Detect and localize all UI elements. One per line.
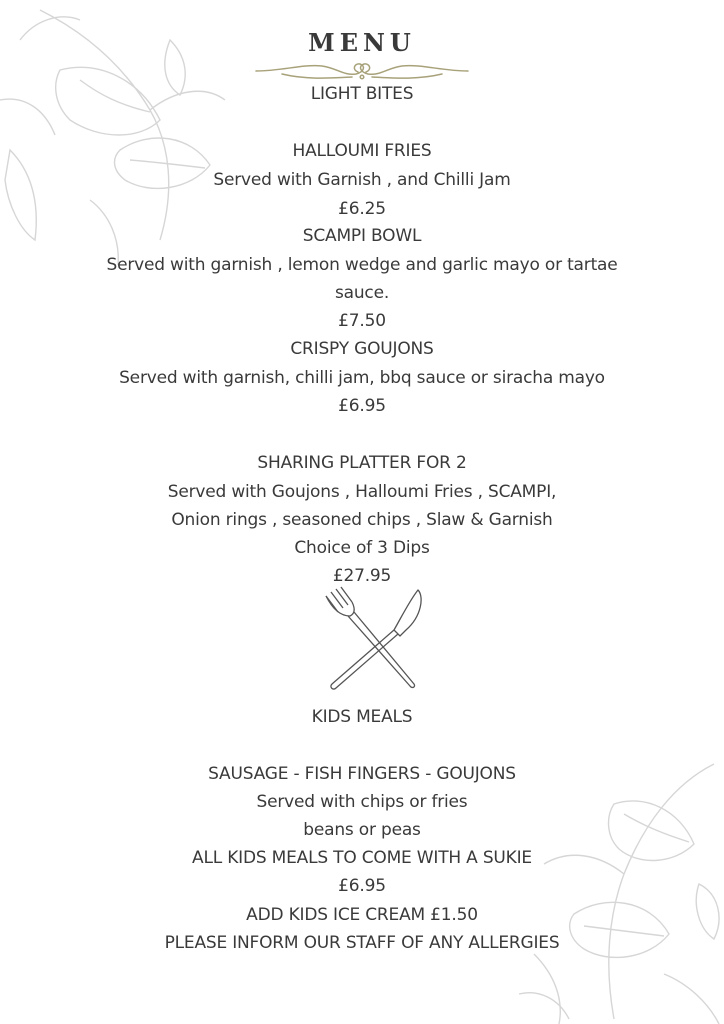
item-price: £7.50 — [338, 311, 386, 331]
section-heading-kids-meals: KIDS MEALS — [311, 707, 413, 727]
item-description: sauce. — [334, 283, 390, 303]
item-description: Served with Goujons , Halloumi Fries , SCAMPI, — [167, 482, 557, 502]
section-heading-light-bites: LIGHT BITES — [310, 84, 414, 104]
menu-title: MENU — [308, 28, 416, 57]
item-description: Onion rings , seasoned chips , Slaw & Garnish — [171, 510, 553, 530]
kids-extra: ADD KIDS ICE CREAM £1.50 — [246, 905, 478, 925]
item-description: beans or peas — [303, 820, 421, 840]
item-price: £6.95 — [338, 396, 386, 416]
item-price: £6.95 — [338, 876, 386, 896]
allergy-note: PLEASE INFORM OUR STAFF OF ANY ALLERGIES — [164, 933, 560, 953]
item-description: ALL KIDS MEALS TO COME WITH A SUKIE — [192, 848, 532, 868]
item-price: £27.95 — [332, 566, 392, 586]
item-name: SCAMPI BOWL — [302, 226, 422, 246]
item-name: CRISPY GOUJONS — [290, 339, 434, 359]
item-description: Served with Garnish , and Chilli Jam — [213, 170, 511, 190]
item-price: £6.25 — [338, 199, 386, 219]
item-name: HALLOUMI FRIES — [292, 141, 432, 161]
item-description: Served with garnish, chilli jam, bbq sauce or siracha mayo — [119, 368, 605, 388]
item-name: SHARING PLATTER FOR 2 — [257, 453, 467, 473]
item-description: Served with chips or fries — [256, 792, 468, 812]
item-description: Choice of 3 Dips — [294, 538, 430, 558]
item-description: Served with garnish , lemon wedge and garlic mayo or tartae — [106, 255, 618, 275]
fork-knife-icon — [318, 586, 428, 696]
item-name: SAUSAGE - FISH FINGERS - GOUJONS — [208, 764, 516, 784]
ornamental-flourish-icon — [252, 58, 472, 84]
